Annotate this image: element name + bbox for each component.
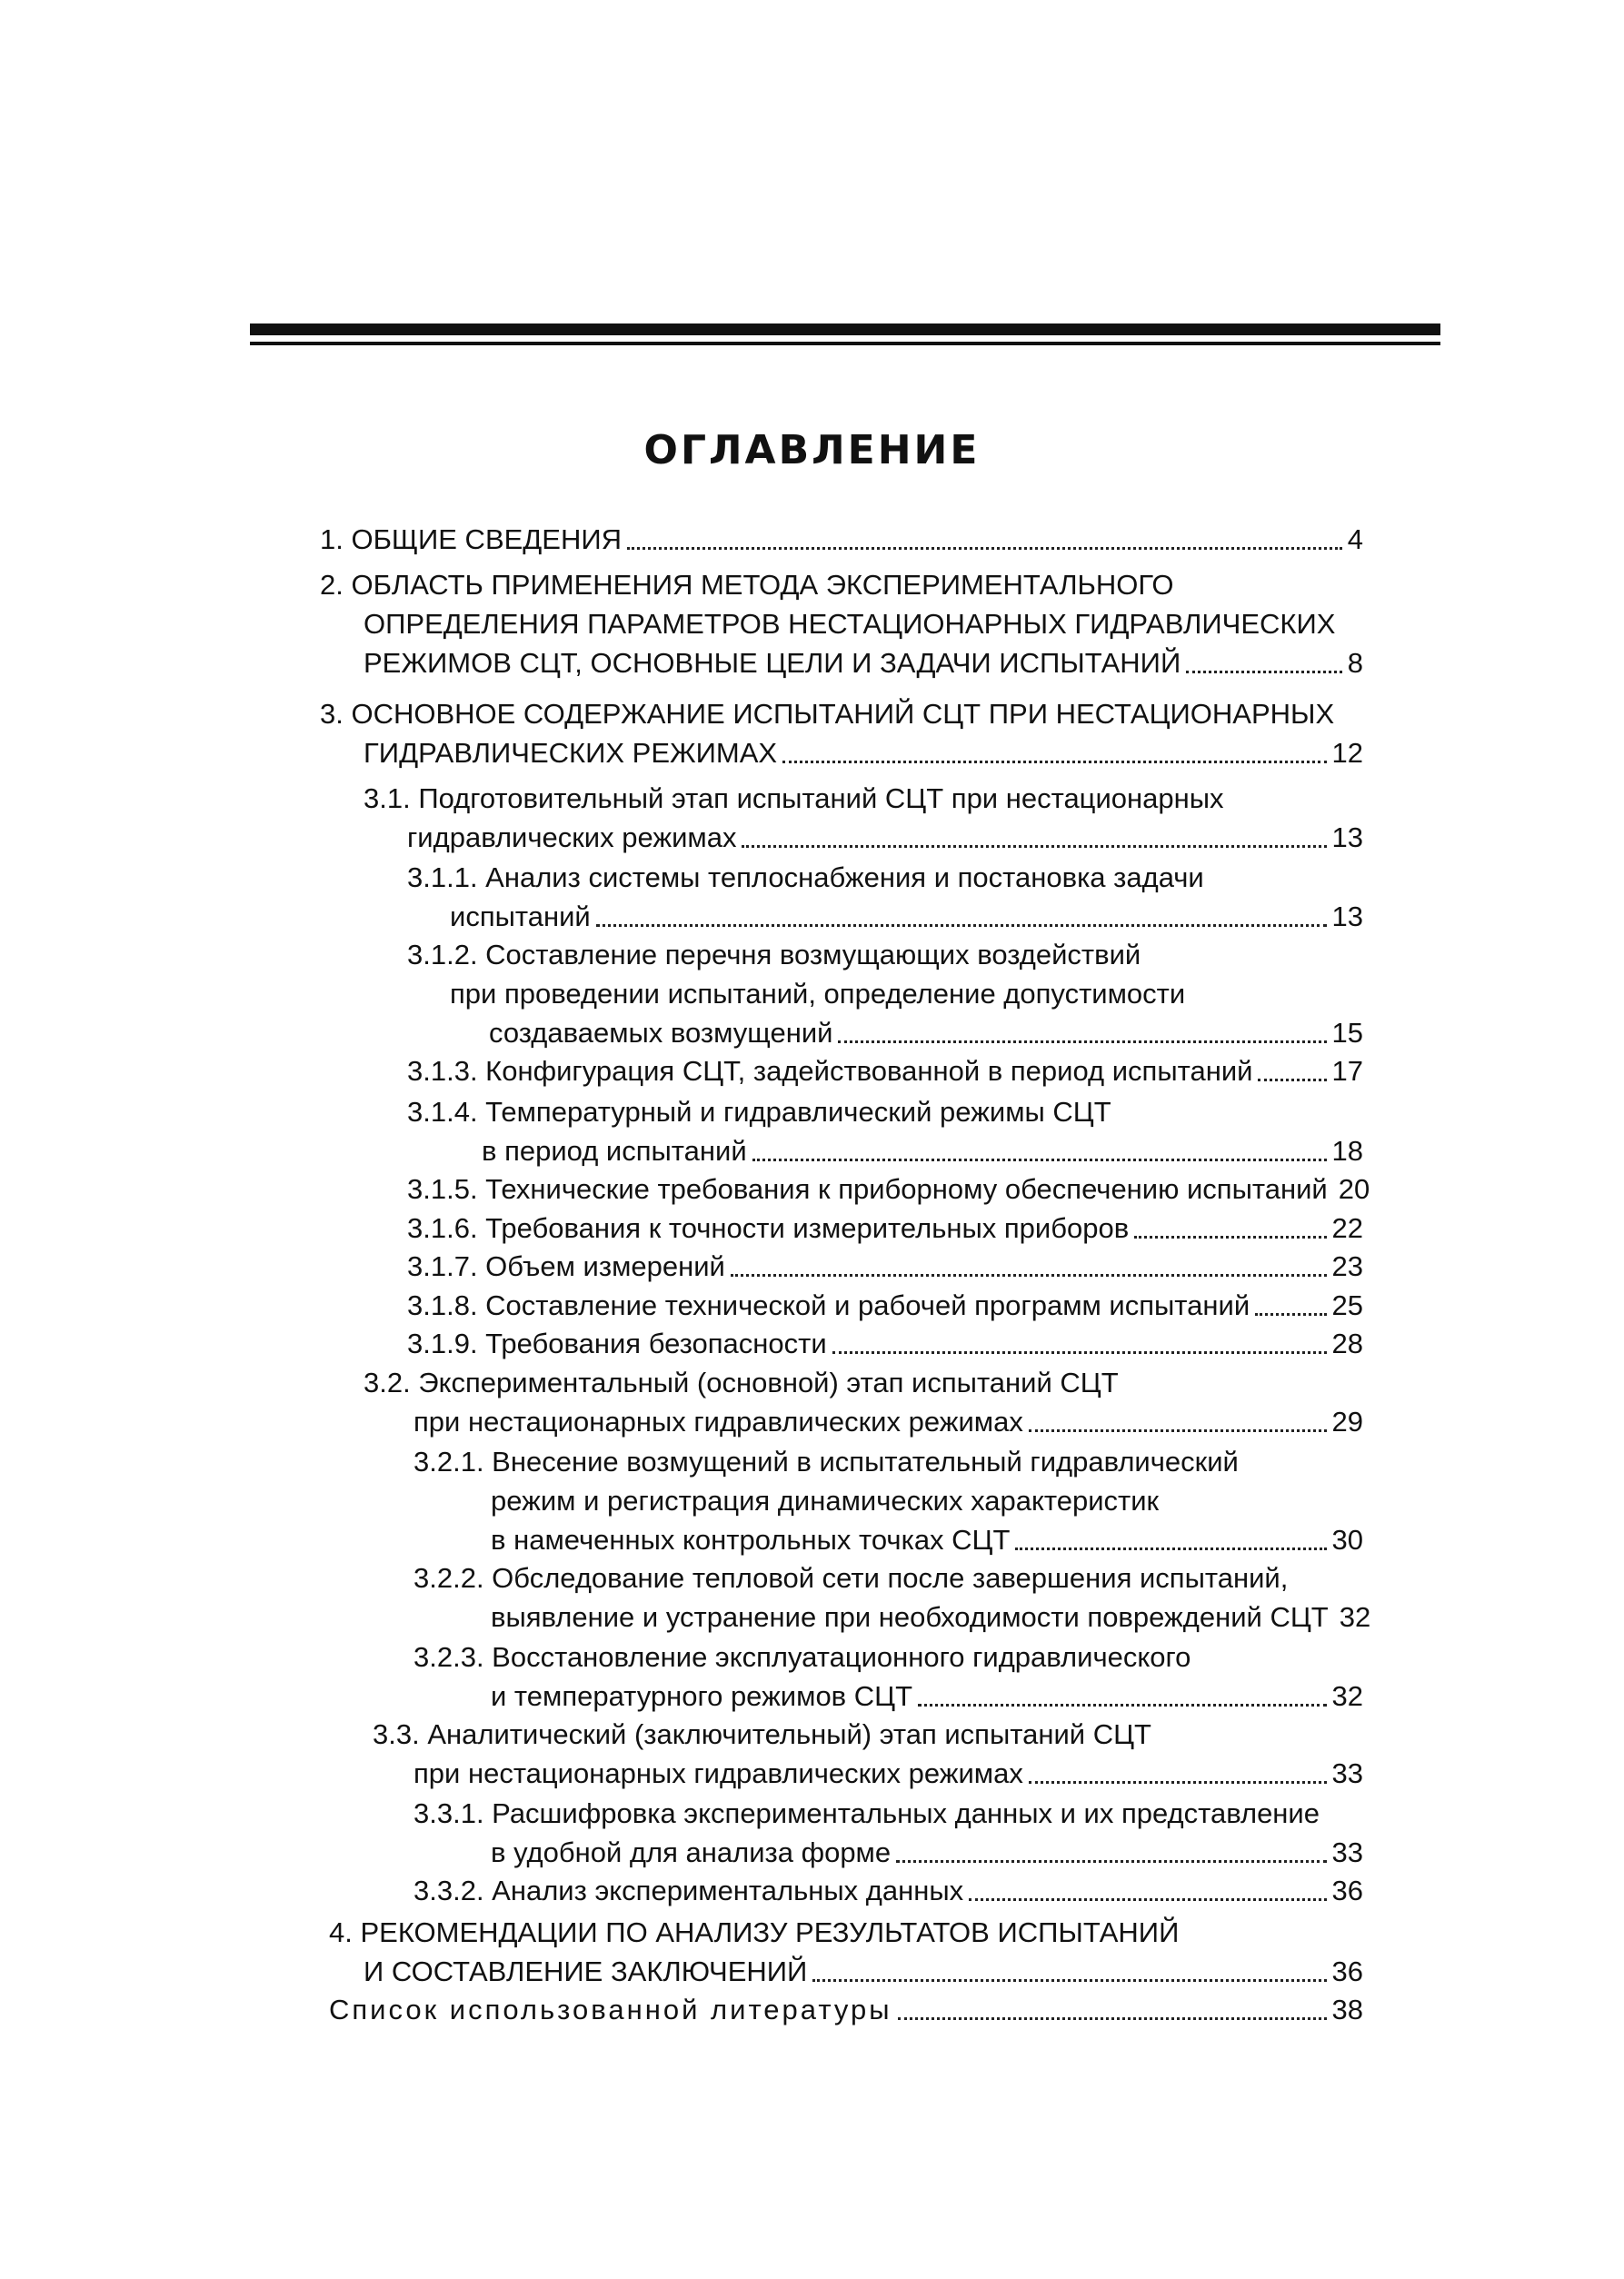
toc-entry[interactable] bbox=[364, 736, 1363, 771]
toc-entry[interactable] bbox=[482, 1134, 1363, 1169]
dot-leader bbox=[782, 760, 1326, 763]
dot-leader bbox=[896, 1859, 1326, 1863]
toc-entry-line bbox=[450, 977, 1450, 1011]
toc-entry[interactable] bbox=[407, 1172, 1370, 1207]
toc-entry-text: 2. ОБЛАСТЬ ПРИМЕНЕНИЯ МЕТОДА ЭКСПЕРИМЕНТАЛЬНОГО bbox=[320, 569, 1174, 601]
dot-leader bbox=[918, 1703, 1326, 1707]
dot-leader bbox=[1258, 1078, 1326, 1081]
toc-entry-line bbox=[407, 861, 1407, 895]
toc-page-number: 13 bbox=[1331, 901, 1363, 932]
toc-entry-text: 3.2.2. Обследование тепловой сети после завершения испытаний, bbox=[413, 1562, 1289, 1594]
toc-page-number: 33 bbox=[1331, 1836, 1363, 1868]
dot-leader bbox=[1029, 1428, 1327, 1432]
toc-entry-text: 3.1.8. Составление технической и рабочей программ испытаний bbox=[407, 1289, 1250, 1321]
toc-page-number: 22 bbox=[1331, 1212, 1363, 1244]
dot-leader bbox=[1015, 1547, 1326, 1550]
toc-entry-text: 3.1.4. Температурный и гидравлический режимы СЦТ bbox=[407, 1096, 1111, 1128]
dot-leader bbox=[832, 1350, 1327, 1354]
toc-entry-text: ОПРЕДЕЛЕНИЯ ПАРАМЕТРОВ НЕСТАЦИОНАРНЫХ ГИДРАВЛИЧЕСКИХ bbox=[364, 608, 1336, 640]
toc-entry-line bbox=[320, 697, 1335, 731]
toc-entry-text: 3.1. Подготовительный этап испытаний СЦТ при нестационарных bbox=[364, 782, 1224, 814]
toc-entry-text: 3.2.3. Восстановление эксплуатационного гидравлического bbox=[413, 1641, 1191, 1673]
dot-leader bbox=[1134, 1235, 1326, 1239]
toc-entry[interactable] bbox=[329, 1993, 1363, 2027]
toc-page-number: 30 bbox=[1331, 1524, 1363, 1556]
toc-entry-line bbox=[364, 781, 1363, 816]
toc-entry[interactable] bbox=[407, 1289, 1363, 1323]
toc-entry-line bbox=[491, 1484, 1490, 1518]
toc-page-number: 4 bbox=[1347, 523, 1363, 555]
toc-page-number: 17 bbox=[1331, 1055, 1363, 1087]
toc-entry-line bbox=[407, 938, 1407, 972]
dot-leader bbox=[1255, 1312, 1326, 1316]
toc-entry-line bbox=[413, 1445, 1413, 1479]
toc-entry[interactable] bbox=[407, 821, 1363, 855]
toc-page-number: 32 bbox=[1331, 1680, 1363, 1712]
toc-entry[interactable] bbox=[491, 1600, 1371, 1635]
toc-page-number: 18 bbox=[1331, 1135, 1363, 1167]
toc-entry-text: 3.3. Аналитический (заключительный) этап испытаний СЦТ bbox=[373, 1718, 1151, 1750]
toc-entry-text: ГИДРАВЛИЧЕСКИХ РЕЖИМАХ bbox=[364, 737, 778, 769]
toc-entry-text: 3.1.2. Составление перечня возмущающих воздействий bbox=[407, 939, 1141, 970]
dot-leader bbox=[627, 546, 1342, 550]
toc-entry[interactable] bbox=[413, 1405, 1363, 1439]
toc-entry-line bbox=[413, 1796, 1413, 1831]
toc-page-number: 13 bbox=[1331, 821, 1363, 853]
dot-leader bbox=[898, 2016, 1327, 2020]
toc-entry-text: в намеченных контрольных точках СЦТ bbox=[491, 1524, 1011, 1556]
toc-entry-line bbox=[364, 607, 1363, 642]
toc-entry-text: при проведении испытаний, определение допустимости bbox=[450, 978, 1186, 1010]
toc-page-number: 15 bbox=[1331, 1017, 1363, 1049]
toc-entry[interactable] bbox=[450, 900, 1363, 934]
dot-leader bbox=[812, 1978, 1326, 1982]
toc-entry-text: Список использованной литературы bbox=[329, 1994, 892, 2025]
toc-entry-text: и температурного режимов СЦТ bbox=[491, 1680, 913, 1712]
toc-entry-text: в период испытаний bbox=[482, 1135, 747, 1167]
toc-page-number: 25 bbox=[1331, 1289, 1363, 1321]
toc-page-number: 8 bbox=[1347, 647, 1363, 679]
toc-entry-text: гидравлических режимах bbox=[407, 821, 737, 853]
toc-entry-text: 3.3.2. Анализ экспериментальных данных bbox=[413, 1875, 964, 1906]
toc-entry-text: 1. ОБЩИЕ СВЕДЕНИЯ bbox=[320, 523, 623, 555]
dot-leader bbox=[838, 1040, 1326, 1043]
toc-page-number: 29 bbox=[1331, 1406, 1363, 1438]
dot-leader bbox=[969, 1897, 1326, 1901]
toc-page-number: 36 bbox=[1331, 1875, 1363, 1906]
toc-entry-text: 3.2. Экспериментальный (основной) этап испытаний СЦТ bbox=[364, 1367, 1119, 1398]
toc-entry[interactable] bbox=[489, 1016, 1363, 1050]
toc-entry[interactable] bbox=[491, 1679, 1363, 1714]
toc-entry[interactable] bbox=[407, 1249, 1363, 1284]
toc-entry-text: в удобной для анализа форме bbox=[491, 1836, 892, 1868]
toc-entry-text: 3.1.9. Требования безопасности bbox=[407, 1328, 827, 1359]
dot-leader bbox=[596, 923, 1327, 927]
toc-entry-line bbox=[364, 1366, 1363, 1400]
toc-entry-text: 3.1.3. Конфигурация СЦТ, задействованной в период испытаний bbox=[407, 1055, 1253, 1087]
toc-page-number: 20 bbox=[1338, 1173, 1370, 1205]
dot-leader bbox=[752, 1158, 1327, 1161]
toc-entry-text: И СОСТАВЛЕНИЕ ЗАКЛЮЧЕНИЙ bbox=[364, 1956, 808, 1987]
toc-entry-text: 3.1.7. Объем измерений bbox=[407, 1250, 725, 1282]
toc-entry-text: испытаний bbox=[450, 901, 591, 932]
toc-entry-text: 3.1.6. Требования к точности измерительных приборов bbox=[407, 1212, 1130, 1244]
toc-entry[interactable] bbox=[491, 1836, 1363, 1870]
toc-entry-line bbox=[407, 1095, 1407, 1130]
toc-entry[interactable] bbox=[320, 522, 1363, 557]
toc-entry-text: 3. ОСНОВНОЕ СОДЕРЖАНИЕ ИСПЫТАНИЙ СЦТ ПРИ НЕСТАЦИОНАРНЫХ bbox=[320, 698, 1335, 730]
toc-entry-line bbox=[373, 1717, 1372, 1752]
toc-entry-text: 4. РЕКОМЕНДАЦИИ ПО АНАЛИЗУ РЕЗУЛЬТАТОВ ИСПЫТАНИЙ bbox=[329, 1916, 1180, 1948]
toc-entry-text: 3.3.1. Расшифровка экспериментальных данных и их представление bbox=[413, 1797, 1320, 1829]
toc-entry-text: выявление и устранение при необходимости повреждений СЦТ bbox=[491, 1601, 1329, 1633]
toc-entry-line bbox=[413, 1640, 1413, 1675]
toc-entry[interactable] bbox=[491, 1523, 1363, 1557]
toc-entry[interactable] bbox=[364, 646, 1363, 681]
toc-page-number: 12 bbox=[1331, 737, 1363, 769]
toc-entry-text: 3.2.1. Внесение возмущений в испытательный гидравлический bbox=[413, 1446, 1239, 1478]
toc-page-number: 33 bbox=[1331, 1757, 1363, 1789]
toc-page-number: 28 bbox=[1331, 1328, 1363, 1359]
toc-entry-text: РЕЖИМОВ СЦТ, ОСНОВНЫЕ ЦЕЛИ И ЗАДАЧИ ИСПЫТАНИЙ bbox=[364, 647, 1181, 679]
toc-entry-text: режим и регистрация динамических характеристик bbox=[491, 1485, 1160, 1517]
toc-entry-text: создаваемых возмущений bbox=[489, 1017, 833, 1049]
toc-entry-line bbox=[329, 1916, 1329, 1950]
toc-page-number: 32 bbox=[1339, 1601, 1371, 1633]
dot-leader bbox=[1186, 670, 1342, 673]
toc-entry[interactable] bbox=[364, 1955, 1363, 1989]
toc-entry-text: при нестационарных гидравлических режимах bbox=[413, 1406, 1023, 1438]
dot-leader bbox=[1029, 1780, 1327, 1784]
dot-leader bbox=[742, 844, 1326, 848]
toc-entry[interactable] bbox=[407, 1054, 1363, 1089]
toc-entry-text: при нестационарных гидравлических режимах bbox=[413, 1757, 1023, 1789]
toc-entry-line bbox=[320, 568, 1320, 602]
toc-page-number: 38 bbox=[1331, 1994, 1363, 2025]
toc-entry[interactable] bbox=[413, 1757, 1363, 1791]
toc-page-number: 36 bbox=[1331, 1956, 1363, 1987]
toc-entry-line bbox=[413, 1561, 1413, 1596]
toc-entry[interactable] bbox=[407, 1211, 1363, 1246]
toc-entry[interactable] bbox=[407, 1327, 1363, 1361]
toc-entry[interactable] bbox=[413, 1874, 1363, 1908]
toc-page-number: 23 bbox=[1331, 1250, 1363, 1282]
toc-entry-text: 3.1.1. Анализ системы теплоснабжения и постановка задачи bbox=[407, 861, 1204, 893]
dot-leader bbox=[731, 1273, 1327, 1277]
toc-entry-text: 3.1.5. Технические требования к приборному обеспечению испытаний bbox=[407, 1173, 1328, 1205]
page-title: ОГЛАВЛЕНИЕ bbox=[643, 427, 981, 473]
